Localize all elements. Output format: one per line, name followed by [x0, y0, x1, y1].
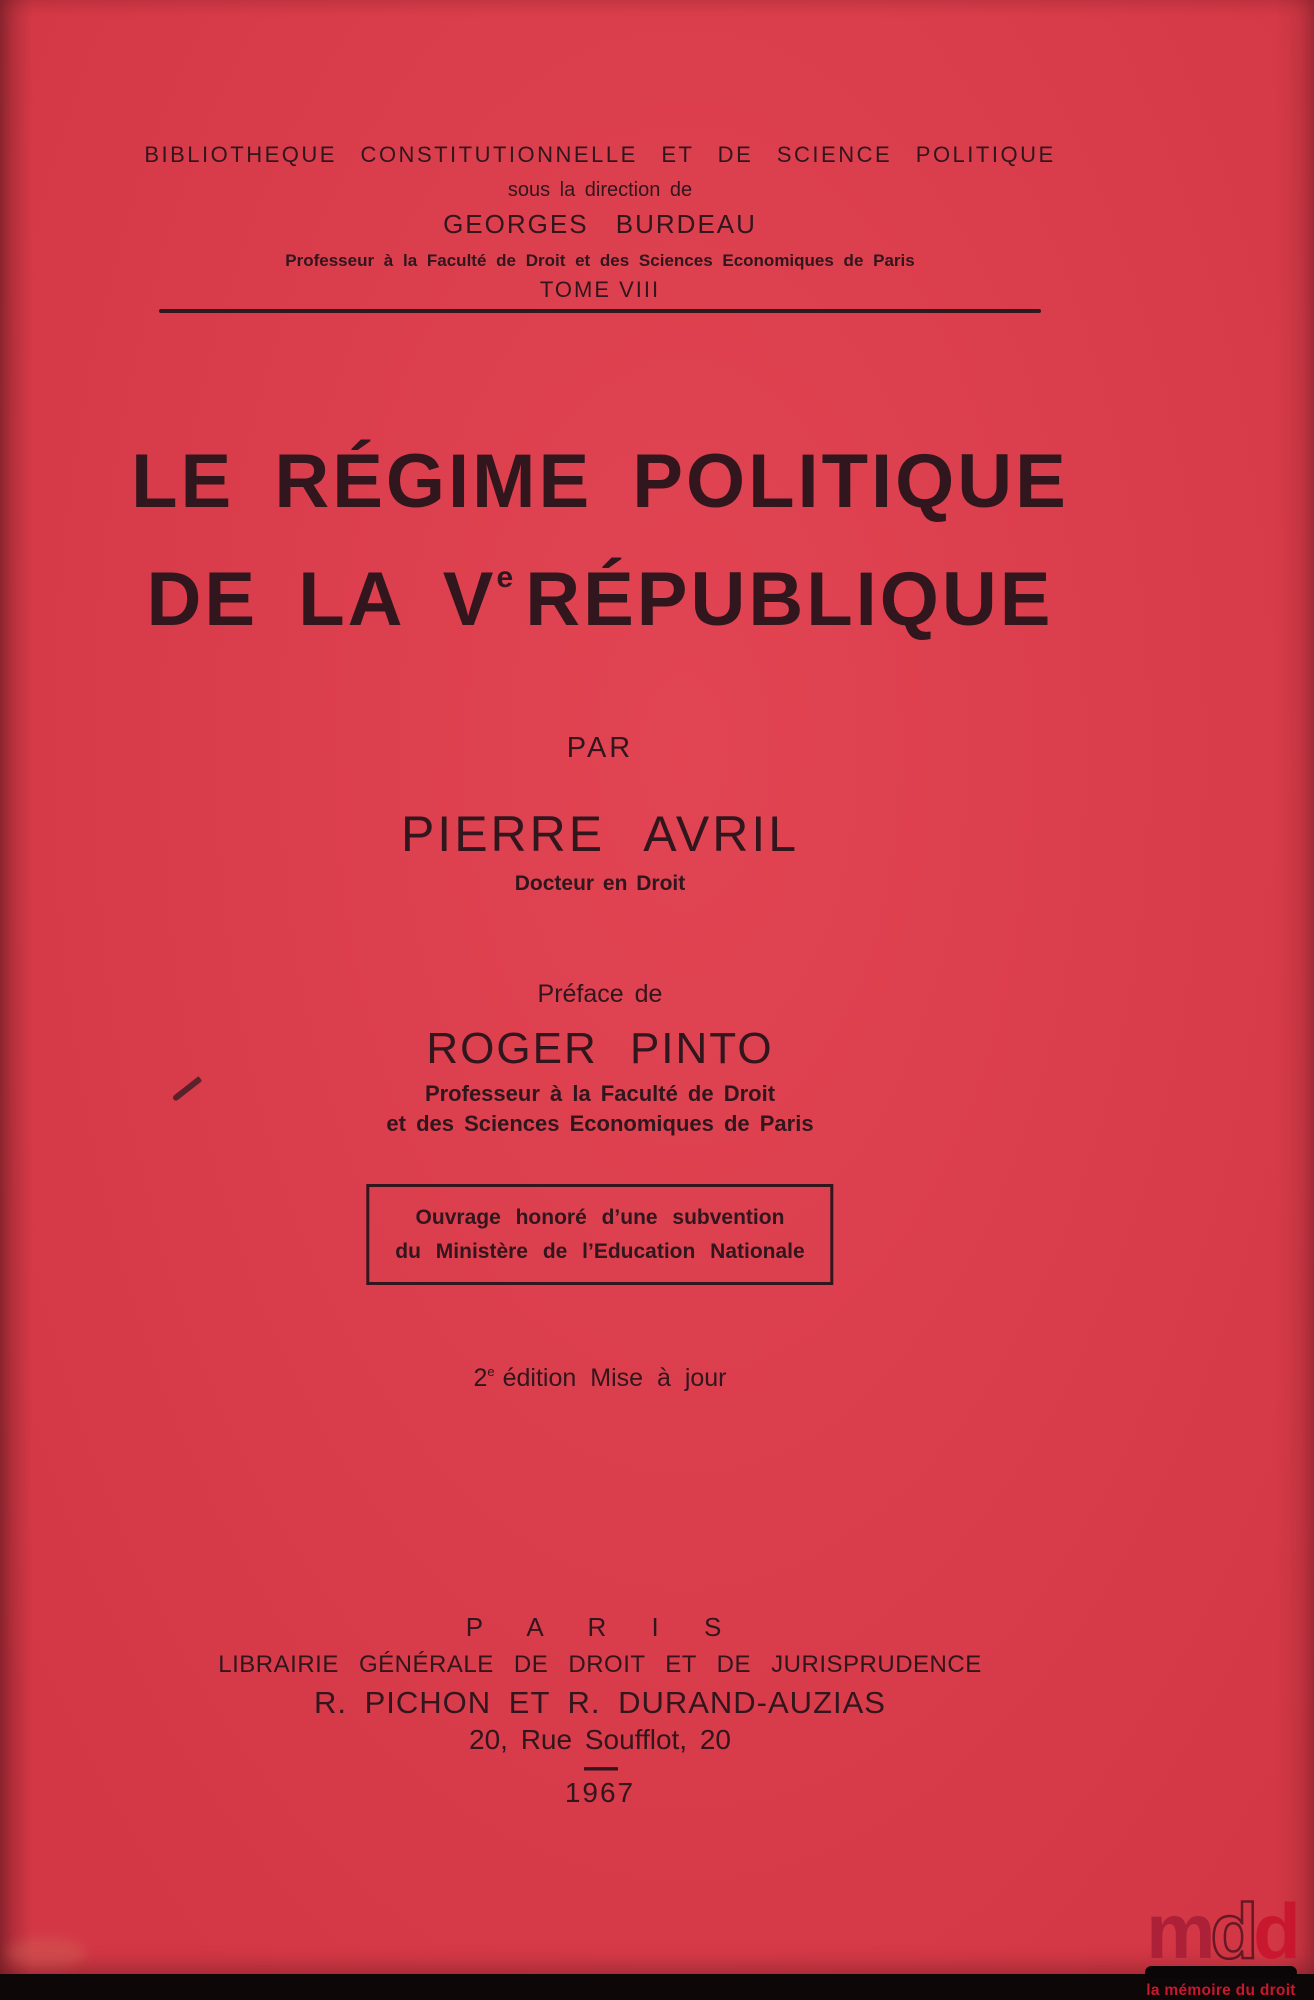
- publisher-name: LIBRAIRIE GÉNÉRALE DE DROIT ET DE JURISPRUDENCE: [218, 1651, 982, 1678]
- mdd-logo-letters: [1132, 1887, 1310, 1976]
- edition-line: [0, 1364, 1200, 1393]
- publisher-partners: R. PICHON ET R. DURAND-AUZIAS: [314, 1685, 886, 1720]
- subvention-box: [366, 1184, 833, 1285]
- author-degree: Docteur en Droit: [514, 872, 686, 895]
- par-label: PAR: [566, 732, 634, 764]
- preface-author-name: ROGER PINTO: [426, 1024, 774, 1073]
- mdd-tagline: la mémoire du droit: [1146, 1982, 1296, 1999]
- mdd-watermark-logo: [1132, 1887, 1310, 2000]
- edition-text: édition Mise à jour: [502, 1364, 727, 1392]
- title-line2-prefix: DE LA V: [146, 557, 497, 642]
- author-name: PIERRE AVRIL: [400, 806, 800, 862]
- mdd-letter-m: m: [1146, 1887, 1211, 1976]
- photo-background-strip: [0, 1974, 1314, 2000]
- preface-label: Préface de: [537, 980, 663, 1008]
- book-title-line-2: [0, 556, 1200, 643]
- direction-line: sous la direction de: [507, 179, 693, 201]
- separator-dash: —: [584, 1748, 616, 1786]
- director-title: Professeur à la Faculté de Droit et des Sciences Economiques de Paris: [285, 251, 915, 270]
- edition-superscript: e: [487, 1364, 495, 1379]
- title-line2-superscript: e: [496, 561, 514, 594]
- director-name: GEORGES BURDEAU: [443, 209, 757, 239]
- subvention-line-1: Ouvrage honoré d’une subvention: [415, 1206, 785, 1229]
- mdd-letter-d-solid: d: [1253, 1887, 1296, 1976]
- title-line2-suffix: RÉPUBLIQUE: [525, 557, 1054, 642]
- imprint-city: P A R I S: [465, 1612, 735, 1642]
- preface-author-title-line-1: Professeur à la Faculté de Droit: [424, 1081, 776, 1106]
- mdd-letter-d-outline: d: [1210, 1887, 1254, 1976]
- publisher-address: 20, Rue Soufflot, 20: [469, 1724, 731, 1755]
- divider-rule: [159, 309, 1041, 313]
- series-title: BIBLIOTHEQUE CONSTITUTIONNELLE ET DE SCIENCE POLITIQUE: [144, 142, 1056, 167]
- preface-author-title-line-2: et des Sciences Economiques de Paris: [386, 1111, 814, 1136]
- subvention-line-2: du Ministère de l’Education Nationale: [395, 1239, 805, 1263]
- edition-number: 2: [473, 1364, 488, 1392]
- tome-label: TOME VIII: [539, 277, 661, 302]
- year-label: 1967: [564, 1777, 636, 1808]
- book-title-line-1: LE RÉGIME POLITIQUE: [131, 439, 1069, 524]
